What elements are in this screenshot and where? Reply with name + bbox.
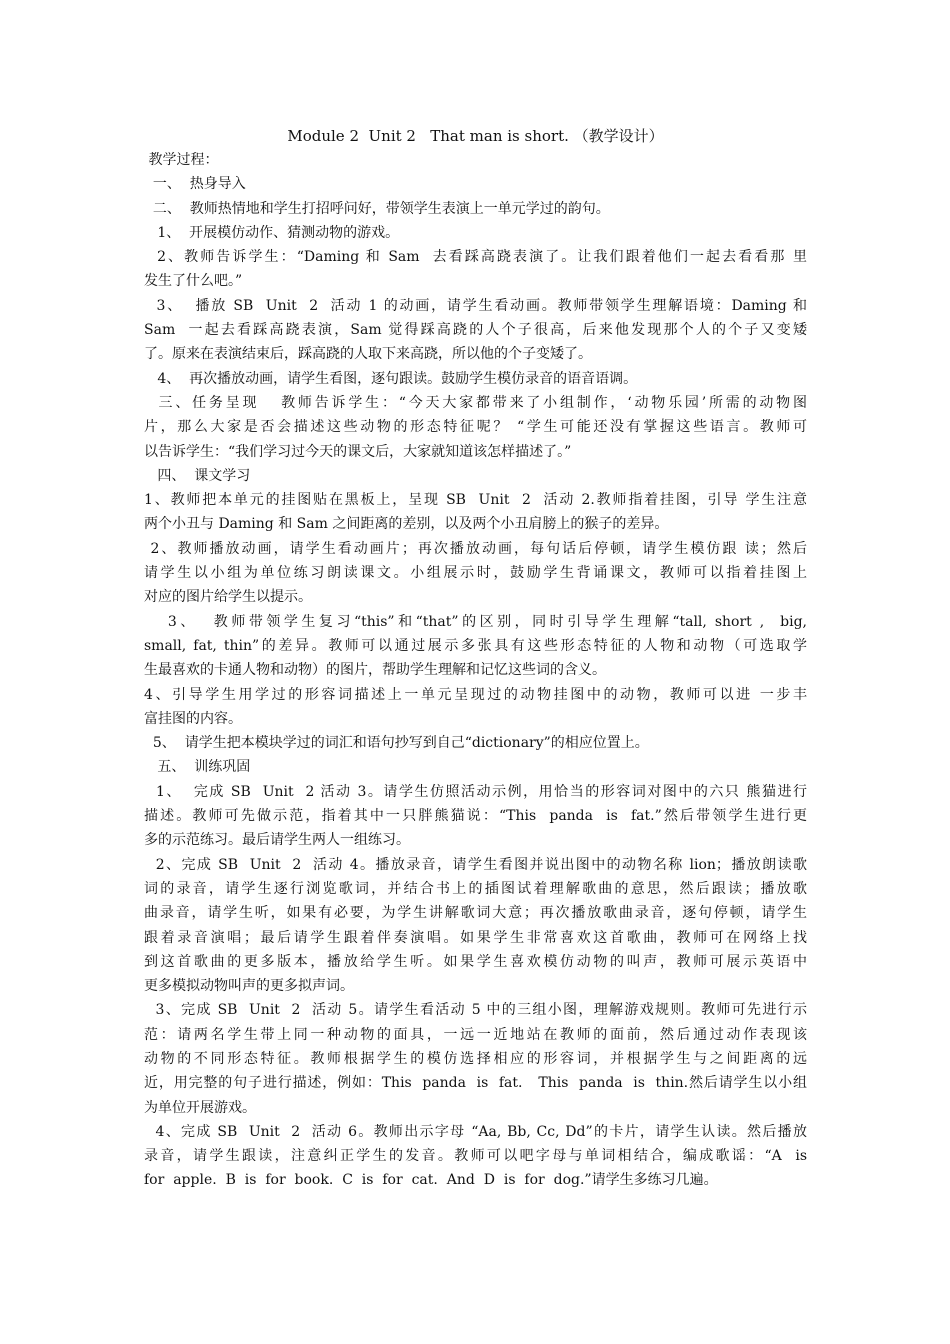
- text-line: 范：请两名学生带上同一种动物的面具，一远一近地站在教师的面前，然后通过动作表现该: [144, 1026, 807, 1043]
- text-line: 2、完成 SB Unit 2 活动 4。播放录音，请学生看图并说出图中的动物名称 lion；播放朗读歌: [144, 856, 807, 873]
- text-line: 4、完成 SB Unit 2 活动 6。教师出示字母 “Aa, Bb, Cc, Dd”的卡片，请学生认读。然后播放: [144, 1123, 807, 1140]
- text-line: Sam 一起去看踩高跷表演，Sam 觉得踩高跷的人个子很高，后来他发现那个人的个子又变矮: [144, 322, 807, 339]
- text-line: 教学过程：: [144, 152, 219, 168]
- text-line: 2、教师告诉学生：“Daming 和 Sam 去看踩高跷表演了。让我们跟着他们一起去看看那 里: [144, 249, 807, 266]
- text-line: 描述。教师可先做示范，指着其中一只胖熊猫说：“This panda is fat.”然后带领学生进行更: [144, 808, 807, 825]
- text-line: 曲录音，请学生听，如果有必要，为学生讲解歌词大意；再次播放歌曲录音，逐句停顿，请学生: [144, 905, 807, 922]
- text-line: 1、 开展模仿动作、猜测动物的游戏。: [144, 224, 400, 241]
- text-line: 录音，请学生跟读，注意纠正学生的发音。教师可以吧字母与单词相结合，编成歌谣：“A is: [144, 1148, 807, 1165]
- document-title: Module 2 Unit 2 That man is short. （教学设计）: [287, 127, 664, 145]
- text-line: for apple. B is for book. C is for cat. And D is for dog.”请学生多练习几遍。: [144, 1172, 718, 1189]
- text-line: 3、 教师带领学生复习“this”和“that”的区别，同时引导学生理解“tall, short , big,: [144, 613, 807, 630]
- text-line: 对应的图片给学生以提示。: [144, 589, 312, 606]
- text-line: 多的示范练习。最后请学生两人一组练习。: [144, 832, 410, 849]
- text-line: 生最喜欢的卡通人物和动物）的图片，帮助学生理解和记忆这些词的含义。: [144, 662, 606, 679]
- text-line: 词的录音，请学生逐行浏览歌词，并结合书上的插图试着理解歌曲的意思，然后跟读；播放歌: [144, 880, 807, 897]
- text-line: 更多模拟动物叫声的更多拟声词。: [144, 978, 354, 995]
- text-line: 5、 请学生把本模块学过的词汇和语句抄写到自己“dictionary”的相应位置上。: [144, 735, 649, 752]
- text-line: 以告诉学生：“我们学习过今天的课文后，大家就知道该怎样描述了。”: [144, 443, 572, 460]
- text-line: 1、 完成 SB Unit 2 活动 3。请学生仿照活动示例，用恰当的形容词对图中的六只 熊猫进行: [144, 783, 807, 800]
- text-line: 动物的不同形态特征。教师根据学生的模仿选择相应的形容词，并根据学生与之间距离的远: [144, 1050, 807, 1067]
- text-line: 一、 热身导入: [144, 176, 246, 193]
- text-line: 发生了什么吧。”: [144, 273, 243, 290]
- document-body: [144, 148, 807, 1193]
- text-line: 请学生以小组为单位练习朗读课文。小组展示时，鼓励学生背诵课文，教师可以指着挂图上: [144, 565, 807, 582]
- text-line: 3、 播放 SB Unit 2 活动 1 的动画，请学生看动画。教师带领学生理解语境：Daming 和: [144, 297, 807, 314]
- text-line: 富挂图的内容。: [144, 710, 242, 727]
- text-line: 三、任务呈现 教师告诉学生：“今天大家都带来了小组制作，‘动物乐园’所需的动物图: [144, 394, 807, 411]
- text-line: 4、引导学生用学过的形容词描述上一单元呈现过的动物挂图中的动物，教师可以进 一步丰: [144, 686, 807, 703]
- text-line: 1、教师把本单元的挂图贴在黑板上，呈现 SB Unit 2 活动 2.教师指着挂图，引导 学生注意: [144, 492, 807, 509]
- text-line: 二、 教师热情地和学生打招呼问好，带领学生表演上一单元学过的韵句。: [144, 200, 610, 217]
- text-line: 4、 再次播放动画，请学生看图，逐句跟读。鼓励学生模仿录音的语音语调。: [144, 370, 638, 387]
- text-line: small, fat, thin”的差异。教师可以通过展示多张具有这些形态特征的人物和动物（可选取学: [144, 637, 807, 654]
- text-line: 四、 课文学习: [144, 467, 251, 484]
- text-line: 片，那么大家是否会描述这些动物的形态特征呢？ “学生可能还没有掌握这些语言。教师可: [144, 419, 807, 436]
- text-line: 跟着录音演唱；最后请学生跟着伴奏演唱。如果学生非常喜欢这首歌曲，教师可在网络上找: [144, 929, 807, 946]
- text-line: 2、教师播放动画，请学生看动画片；再次播放动画，每句话后停顿，请学生模仿跟 读；然后: [144, 540, 807, 557]
- text-line: 了。原来在表演结束后，踩高跷的人取下来高跷，所以他的个子变矮了。: [144, 346, 592, 363]
- text-line: 两个小丑与 Daming 和 Sam 之间距离的差别，以及两个小丑肩膀上的猴子的差异。: [144, 516, 669, 533]
- text-line: 五、 训练巩固: [144, 759, 251, 776]
- text-line: 近，用完整的句子进行描述，例如：This panda is fat. This panda is thin.然后请学生以小组: [144, 1075, 807, 1092]
- text-line: 到这首歌曲的更多版本，播放给学生听。如果学生喜欢模仿动物的叫声，教师可展示英语中: [144, 953, 807, 970]
- text-line: 为单位开展游戏。: [144, 1099, 256, 1116]
- text-line: 3、完成 SB Unit 2 活动 5。请学生看活动 5 中的三组小图，理解游戏规则。教师可先进行示: [144, 1002, 807, 1019]
